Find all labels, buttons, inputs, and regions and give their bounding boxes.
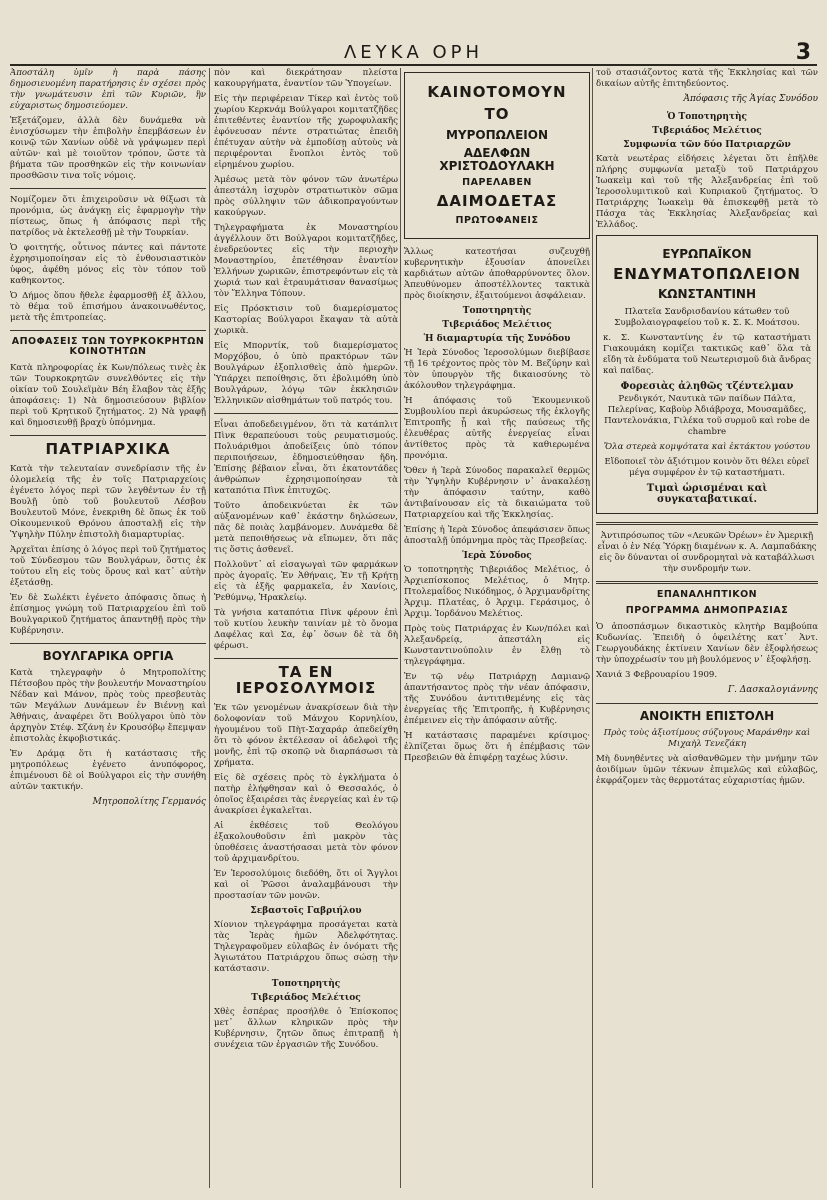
- ad-word: ΤΟ: [484, 104, 510, 123]
- article-paragraph: Νομίζομεν ὅτι ἐπιχειροῦσιν νὰ θίξωσι τὰ προνόμια, ὡς ἀνάγκῃ εἰς ἐφαρμογὴν τὴν πίστεως, ὅπως ἡ ἀπόφασις περὶ τῆς πατρίδος νὰ ἐκτελεσθῇ μὲ τὴν Τουρκίαν.: [10, 195, 206, 238]
- article-paragraph: Εἰς Πρόσκτισιν τοῦ διαμερίσματος Καστορίας Βούλγαροι ἔκαψαν τὰ αὐτὰ χωρικὰ.: [214, 304, 398, 336]
- article-paragraph: Ἐκ τῶν γενομένων ἀνακρίσεων διὰ τὴν δολοφονίαν τοῦ Μάνχου Κορνηλίου, ἡγουμένου τοῦ Πὴτ-Σαχαράρ ἀπεδείχθη ὅτι τὸ φόνον ἐκτέλεσαν οἱ ἀδελφοὶ τῆς μονῆς, ἐπὶ τῷ σκοπῷ νὰ διαρπάσωσι τὰ χρήματα.: [214, 702, 398, 768]
- notice-heading: ΕΠΑΝΑΛΗΠΤΙΚΟΝ: [656, 588, 758, 600]
- signature: Μητροπολίτης Γερμανός: [92, 797, 206, 808]
- newspaper-title: ΛΕΥΚΑ ΟΡΗ: [343, 42, 484, 63]
- article-paragraph: Τοῦτο ἀποδεικνύεται ἐκ τῶν αὐξανομένων καθ᾽ ἑκάστην δηλώσεων, πᾶς δὲ ποιὰς λαμβάνομεν. Δυνάμεθα δὲ μετὰ πεποιθήσεως νὰ εἴπωμεν, ὅτι πᾶς τις ὅστις ἀσθενεῖ.: [214, 501, 398, 555]
- article-paragraph: Ἐν Ἱεροσολύμοις διεδόθη, ὅτι οἱ Ἄγγλοι καὶ οἱ Ῥῶσοι ἀναλαμβάνουσι τὴν προστασίαν τῶν μονῶν.: [214, 868, 398, 901]
- article-paragraph: Ἐν τῷ νέῳ Πατριάρχῃ Δαμιανῷ ἀπαντήσαντος πρὸς τὴν νέαν ἀπόφασιν, τῆς Συνόδου ἀντιτιθεμένης εἰς τὰς ἐνεργείας τῆς Ἐπιτροπῆς, ἡ Κυβέρνησις ἐπέμεινεν εἰς τὴν ἀπόφασιν αὐτῆς.: [404, 671, 590, 726]
- ad-headline: ΕΝΔΥΜΑΤΟΠΩΛΕΙΟΝ: [613, 264, 801, 283]
- article-paragraph: Εἰς τὴν περιφέρειαν Τίκερ καὶ ἐντὸς τοῦ χωρίου Κερκνάμ Βούλγαροι κομιτατζῆδες ἐπιτεθέντες ἐναντίον τῆς χωροφυλακῆς ἐφόνευσαν πέντε στρατιώτας ἐπειδὴ ἐπέτυχαν αὐτὴν νὰ ἐμποδίσῃ αὐτοὺς νὰ περιφέρονται ἔνοπλοι ἐντὸς τοῦ εἰρημένου χωρίου.: [214, 94, 398, 170]
- article-paragraph: Ἐν Δράμᾳ ὅτι ἡ κατάστασις τῆς μητροπόλεως ἐγένετο ἀνυπόφορος, ἐπιμένουσι δὲ οἱ Βούλγαροι εἰς τὴν συνήθη αὐτῶν τακτικήν.: [10, 749, 206, 793]
- article-paragraph: Ἡ ἀπόφασις τοῦ Ἐκουμενικοῦ Συμβουλίου περὶ ἀκυρώσεως τῆς ἐκλογῆς Ἐπιτροπῆς ᾗ καὶ τῆς παύσεως τῆς ἐλευθέρας αὐτῆς ἐνεργείας εἶναι ἀντίθετος πρὸς τὰ καθιερωμένα προνόμια.: [404, 395, 590, 461]
- article-paragraph: Πρὸς τοὺς Πατριάρχας ἐν Κων/πόλει καὶ Ἀλεξανδρείᾳ, ἀπεστάλη εἰς Κωνσταντινούπολιν ἐν ἔλθῃ τὸ τηλεγράφημα.: [404, 623, 590, 667]
- ad-word: ΜΥΡΟΠΩΛΕΙΟΝ: [445, 127, 549, 142]
- article-paragraph: Ἀμέσως μετὰ τὸν φόνον τῶν ἀνωτέρω ἀπεστάλη ἰσχυρὸν στρατιωτικὸν σῶμα πρὸς σύλληψιν τῶν ἀδικοπραγούντων κακούργων.: [214, 175, 398, 218]
- heading-patriarchal: ΠΑΤΡΙΑΡΧΙΚΑ: [45, 439, 171, 458]
- ad-headline: ΚΑΙΝΟΤΟΜΟΥΝ: [427, 83, 567, 101]
- ad-closing: Εἴδοποιεῖ τὸν ἀξιότιμον κοινὸν ὅτι θέλει εὑρεῖ μέγα συμφέρον ἐν τῷ καταστήματι.: [604, 456, 810, 478]
- subheading: Συμφωνία τῶν δύο Πατριαρχῶν: [623, 140, 791, 150]
- subheading: Τιβεριάδος Μελέτιος: [652, 126, 762, 136]
- column-1: [10, 68, 206, 1188]
- signature: Γ. Δασκαλογιάννης: [727, 684, 818, 695]
- notice-date: Χανιά 3 Φεβρουαρίου 1909.: [596, 669, 718, 680]
- open-letter-heading: ΑΝΟΙΚΤΗ ΕΠΙΣΤΟΛΗ: [639, 708, 775, 723]
- article-paragraph: Ἄλλως κατεστήσαι συζευχθῇ κυβερνητικὴν ἐξουσίαν ἀπονείλει καρδιάτων αὐτῶν ἀποθαρρύνοντες ὅλον. Ἀπευθύνομεν ἀποστέλλοντες τακτικὰ πρὸς διοίκησιν, ἐξαιτούμενοι ἀσφάλειαν.: [404, 246, 590, 301]
- ad-word: ΕΥΡΩΠΑΪΚΟΝ: [662, 247, 752, 261]
- subheading: Τοποτηρητὴς: [271, 978, 341, 989]
- column-2: [214, 68, 398, 1188]
- article-paragraph: Ἐν δὲ Σωλέκτι ἐγένετο ἀπόφασις ὅπως ἡ ἐπίσημος γνώμη τοῦ Πατριαρχείου ἐπὶ τοῦ Βουλγαρικοῦ ζητήματος ἀπαντηθῇ πρὸς τὴν Κυβέρνησιν.: [10, 592, 206, 636]
- signature: Ἀπόφασις τῆς Ἁγίας Συνόδου: [683, 94, 818, 104]
- article-paragraph: Αἱ ἐκθέσεις τοῦ Θεολόγου ἐξακολουθοῦσιν ἐπὶ μακρὸν τὰς ὑποθέσεις ἀναστήσασαι μετὰ τὸν φόνον τοῦ ἀρχιμανδρίτου.: [214, 820, 398, 864]
- article-paragraph: πὸν καὶ διεκράτησαν πλείστα κακουργήματα, ἐναντίον τῶν Ὑπογείων.: [214, 68, 398, 89]
- subheading: Τοποτηρητὴς: [462, 305, 532, 316]
- article-paragraph: Κατὰ τὴν τελευταίαν συνεδρίασιν τῆς ἐν ὁλομελείᾳ τῆς ἐν τοῖς Πατριαρχείοις ἐγένετο λόγος περὶ τῶν λεγθέντων ἐν τῇ Βουλῇ ὑπὸ τοῦ βουλευτοῦ Λέσβου Βουλευτοῦ Μόνε, ἐνεκριθη δὲ ὅπως ἐκ τοῦ Οἰκουμενικοῦ Θρόνου ἀποσταλῇ εἰς τὴν Ὑψηλὴν Πύλην ἐπιστολὴ διαμαρτυρίας.: [10, 463, 206, 540]
- column-rule: [209, 68, 210, 1188]
- article-paragraph: τοῦ στασιάζοντος κατὰ τῆς Ἐκκλησίας καὶ τῶν δικαίων αὐτῆς ἐπιτηδεύοντος.: [596, 68, 818, 89]
- article-paragraph: Πολλοῦντ᾽ αἱ εἰσαγωγαὶ τῶν φαρμάκων πρὸς ἀγοραῖς. Ἐν Ἀθήναις, Ἐν τῇ Κρήτῃ εἰς τὰ ἑξῆς φαρμακεῖα, ἐν Χανίοις, Ῥεθύμνῳ, Ἡρακλείῳ.: [214, 560, 398, 603]
- article-paragraph: Ὁ φοιτητής, οὗτινος πάντες καὶ πάντοτε ἐχρησιμοποίησαν εἰς τὸ ἐνθουσιαστικὸν ὑφος, ἀφέθη μόνος εἰς τὸν τόπον τοῦ καθηκοντος.: [10, 243, 206, 286]
- heading-decisions: ΑΠΟΦΑΣΕΙΣ ΤΩΝ ΤΟΥΡΚΟΚΡΗΤΩΝ ΚΟΙΝΟΤΗΤΩΝ: [11, 336, 205, 357]
- column-rule: [592, 68, 593, 1188]
- subheading: Τιβεριάδος Μελέτιος: [442, 319, 552, 330]
- article-paragraph: Ἀρχεῖται ἐπίσης ὁ λόγος περὶ τοῦ ζητήματος τοῦ Σύνδεσμου τῶν Βουλγάρων, ὅστις ἐκ τούτου εἴη εἰς τοὺς ὅρους καὶ κατ᾽ αὐτὴν ἐξετάσθῃ.: [10, 544, 206, 588]
- subheading: Ὁ Τοποτηρητὴς: [666, 112, 748, 122]
- notice-body: Ὁ ἀποσπάσμων δικαστικὸς κλητὴρ Βαμβούπα Κυδωνίας. Ἐπειδὴ ὁ ὀφειλέτης κατ᾽ Ἀντ. Γεωργουδάκης ἐκτίνειν Χανίων δὲν ἐξοφλήσεως τὴν ὑποχρέωσίν του μὴ βουλόμενος ν᾽ ἐξοφλήσῃ.: [596, 621, 818, 665]
- article-paragraph: Κατὰ πληροφορίας ἐκ Κων/πόλεως τινὲς ἐκ τῶν Τουρκοκρητῶν συνελθόντες εἰς τὴν οἰκίαν τοῦ Σουλεϊμὰν Βέη ἔλαβον τὰς ἑξῆς ἀποφάσεις: 1) Νὰ δημοσιεύσουν βιβλίον περὶ τοῦ Κρητικοῦ ζητήματος. 2) Νὰ γραφῇ καὶ δημοσιευθῇ βραχὺ ὑπόμνημα.: [10, 362, 206, 428]
- ad-owner: ΚΩΝΣΤΑΝΤΙΝΗ: [658, 287, 756, 302]
- article-paragraph: Χίονιον τηλεγράφημα προσάγεται κατὰ τὰς Ἱερὰς ἡμῶν Ἀδελφότητας. Τηλεγραφοῦμεν εὐλαβῶς ἐν ὀνόματι τῆς Ἁγιωτάτου Πατριάρχου ὅπως σώσῃ τὴν κατάστασιν.: [214, 919, 398, 974]
- notice-paragraph: Ἀντιπρόσωπος τῶν «Λευκῶν Ὀρέων» ἐν Ἀμερικῇ εἶναι ὁ ἐν Νέᾳ Ὑόρκῃ διαμένων κ. Α. Λαμπαδάκης εἰς ὃν δύνανται οἱ συνδρομηταὶ νὰ καταβάλλωσι τὴν συνδρομήν των.: [597, 530, 817, 574]
- subheading: Ἱερὰ Σύνοδος: [462, 550, 532, 561]
- heading-jerusalem: ΤΑ ΕΝ ΙΕΡΟΣΟΛΥΜΟΙΣ: [235, 663, 377, 697]
- ad-prices: Τιμαὶ ὡρισμέναι καὶ συγκαταβατικαί.: [646, 482, 768, 505]
- ad-tag: ΠΡΩΤΟΦΑΝΕΙΣ: [455, 215, 539, 226]
- ad-word: ΠΑΡΕΛΑΒΕΝ: [462, 177, 532, 189]
- masthead: [10, 40, 817, 66]
- ad-product: ΔΑΙΜΟΔΕΤΑΣ: [436, 192, 558, 211]
- ad-gloves: Ὅλα στερεὰ κομψότατα καὶ ἐκτάκτου γούστου: [603, 441, 811, 452]
- clothing-advertisement: [596, 235, 818, 514]
- ad-goods: Ρενδιγκότ, Ναυτικὰ τῶν παίδων Πάλτα, Πελερίνας, Καβοὺρ Ἀδιάβροχα, Μουσαμᾶδες, Παντελονάκια, Γιλέκα τοῦ συρμοῦ καὶ robe de chambre: [604, 393, 810, 437]
- article-paragraph: Ὁ τοποτηρητὴς Τιβεριάδος Μελέτιος, ὁ Ἀρχιεπίσκοπος Μελέτιος, ὁ Μητρ. Πτολεμαΐδος Νικόδημος, ὁ Ἀρχιμανδρίτης Ἀρχιμ. Πλατέας, ὁ Ἀρχιμ. Γεράσιμος, ὁ Ἀρχιμ. Ἰορδάνου Μελέτιος.: [404, 564, 590, 619]
- ad-suits: Φορεσιὰς ἀληθῶς τζέντελμαν: [620, 380, 794, 392]
- heading-bulgarian: ΒΟΥΛΓΑΡΙΚΑ ΟΡΓΙΑ: [42, 648, 174, 663]
- article-paragraph: Ἡ κατάστασις παραμένει κρίσιμος· ἐλπίζεται ὅμως ὅτι ἡ ἐπέμβασις τῶν Πρεσβειῶν θὰ ἐπιφέρῃ ταχέως λύσιν.: [404, 730, 590, 763]
- article-paragraph: Ἐξετάζομεν, ἀλλὰ δὲν δυνάμεθα νὰ ἐνισχύσωμεν τὴν ἐπιβολὴν ἐπεμβάσεων ἐν κοινῷ τῶν Χανίων οὐδὲ νὰ γράψωμεν περὶ αὐτῶν· καὶ μὲ τοιοῦτον τρόπον, ὥστε τὰ βήματα τῶν προσθηκῶν εἰς τὴν κοινωνίαν προσθῶσιν τινα τοῖς νόμοις.: [10, 116, 206, 181]
- subheading: Σεβαστοῖς Γαβριήλου: [250, 905, 362, 916]
- notice-subheading: ΠΡΟΓΡΑΜΜΑ ΔΗΜΟΠΡΑΣΙΑΣ: [625, 604, 789, 616]
- article-paragraph: Ὅθεν ἡ Ἱερὰ Σύνοδος παρακαλεῖ θερμῶς τὴν Ὑψηλὴν Κυβέρνησιν ν᾽ ἀνακαλέσῃ τὴν ἀπόφασιν ταύτην, καθὸ ἀντιβαίνουσαν εἰς τὰ δικαιώματα τοῦ Πατριαρχείου καὶ τῆς Ἐκκλησίας.: [404, 465, 590, 520]
- ad-word: ΑΔΕΛΦΩΝ ΧΡΙΣΤΟΔΟΥΛΑΚΗ: [439, 146, 555, 173]
- article-paragraph: Χθὲς ἐσπέρας προσήλθε ὁ Ἐπίσκοπος μετ᾽ ἄλλων κληρικῶν πρὸς τὴν Κυβέρνησιν, ζητῶν ὅπως ἐπιτραπῇ ἡ συνέχεια τῶν ἐργασιῶν τῆς Συνόδου.: [214, 1006, 398, 1050]
- article-paragraph: Εἶναι ἀποδεδειγμένον, ὅτι τὰ κατάπλιτ Πὶνκ θεραπεύουσι τοὺς ρευματισμούς. Πολυάριθμοι ἀποδείξεις ὑπὸ τόπον περιποιήσεων, ἐδημοσιεύθησαν ἤδη. Ἐπίσης βέβαιον εἶναι, ὅτι ἑκατοντάδες ἀνθρώπων ἐχρησιμοποίησαν τὰ καταπότια Πὶνκ ἐπιτυχῶς.: [214, 420, 398, 496]
- article-paragraph: Εἰς δὲ σχέσεις πρὸς τὸ ἐγκλήματα ὁ πατὴρ ἐλήφθησαν καὶ ὁ Θεσσαλός, ὁ ὁποῖος ἐξαιρέσει τὰς ἐνεργείας καὶ ἐν τῷ ἀνακρίσει ἐγκαλεῖται.: [214, 772, 398, 816]
- column-rule: [400, 68, 401, 1188]
- article-paragraph: Ἐπίσης ἡ Ἱερὰ Σύνοδος ἀπεφάσισεν ὅπως ἀποσταλῇ ὑπόμνημα πρὸς τὰς Πρεσβείας.: [404, 524, 590, 546]
- ad-address: Πλατεῖα Σανδρισδανίου κάτωθεν τοῦ Συμβολαιογραφείου τοῦ κ. Σ. Κ. Μοάτσου.: [614, 306, 800, 328]
- page-number: 3: [795, 40, 811, 65]
- article-paragraph: Τηλεγραφήματα ἐκ Μοναστηρίου ἀγγέλλουν ὅτι Βούλγαροι κομιτατζῆδες, ἐνεδρεύοντες εἰς τὴν περιοχὴν Μοναστηρίου, ἐπετέθησαν ἐναντίον Ἑλλήνων χωρικῶν, ἐπιστρεφόντων εἰς τὰ χωριά των καὶ ἐτραυμάτισαν θανασίμως τὸν Ἕλληνα Τόπουν.: [214, 223, 398, 299]
- article-paragraph: Εἰς Μπορντίκ, τοῦ διαμερίσματος Μορχόβου, ὁ ὑπὸ πρακτόρων τῶν Βουλγάρων ἐξοπλισθεὶς ἀπὸ ἡμερῶν. Ὑπάρχει πεποίθησις, ὅτι ἐβολιμόθη ὑπὸ Βουλγάρων, λόγῳ τῶν ἐκκλησιῶν Ἑλληνικῶν αἰσθημάτων τοῦ πατρός του.: [214, 341, 398, 406]
- open-letter-recipients: Πρὸς τοὺς ἀξιοτίμους σύζυγους Μαράνθην καὶ Μιχαὴλ Τενεζάκη: [603, 728, 811, 750]
- article-paragraph: Τὰ γνήσια καταπότια Πὶνκ φέρουν ἐπὶ τοῦ κυτίου λευκὴν ταινίαν μὲ τὸ ὄνομα Δαφέλας καὶ Σα, ἐφ᾽ ὅσων δὲ τὰ δὴ φέρωσι.: [214, 608, 398, 651]
- article-paragraph: Κατὰ τηλεγραφὴν ὁ Μητροπολίτης Πέτσοβου πρὸς τὴν βουλευτήν Μοναστηρίου Νέδαν καὶ Μάνον, πρὸς τοὺς πρεσβευτὰς τῶν Μεγάλων Δυνάμεων ἐν Βιέννῃ καὶ Ἀθήναις, ἀναφέρει ὅτι Βούλγαροι ὑπὸ τὸν ἀρχηγὸν Στέφ. Σζάνη ἐν Κρουσόβῳ ἔπεμψαν ἐπιστολὰς ἐκφοβιστικάς.: [10, 668, 206, 745]
- perfumery-advertisement: [404, 72, 590, 239]
- article-paragraph: Ἡ Ἱερὰ Σύνοδος Ἱεροσολύμων διεβίβασε τῇ 16 τρέχοντος πρὸς τὸν Μ. Βεζύρην καὶ τὸν ὑπουργὸν τῆς δικαιοσύνης τὸ ἀκόλουθον τηλεγράφημα.: [404, 347, 590, 391]
- article-paragraph: Ὁ Δήμος ὅπου ἤθελε ἐφαρμοσθῇ ἐξ ἄλλου, τὸ θέμα τοῦ ἐπισήμου ἀνακοινωθέντος, μετὰ τῆς ἐπιτροπείας.: [10, 291, 206, 323]
- subheading: Τιβεριάδος Μελέτιος: [251, 992, 361, 1003]
- article-paragraph: Κατὰ νεωτέρας εἰδήσεις λέγεται ὅτι ἐπῆλθε πλήρης συμφωνία μεταξὺ τοῦ Πατριάρχου Ἰωακεὶμ καὶ τοῦ τῆς Ἀλεξανδρείας ἐπὶ τοῦ Ἱεροσολυμιτικοῦ καὶ Κυπριακοῦ ζητήματος. Ὁ Πατριάρχης Ἰωακεὶμ θὰ ἐπισκεφθῇ μετὰ τὸ Πάσχα τὰς Ἐκκλησίας Ἀλεξανδρείας καὶ Ἑλλάδος.: [596, 154, 818, 230]
- ad-text: κ. Σ. Κωνσταντίνης ἐν τῷ καταστήματι Γιακουμάκη κομίζει τακτικῶς καθ᾽ ὅλα τὰ εἴδη τὰ ἐνδύματα τοῦ Νεωτερισμοῦ διὰ ἄνδρας καὶ παῖδας.: [603, 332, 811, 376]
- column-3: [404, 68, 590, 1188]
- subheading: Ἡ διαμαρτυρία τῆς Συνόδου: [423, 333, 571, 344]
- quote-paragraph: Ἀποστάλη ὑμῖν ἡ παρὰ πάσης δημοσιευομένη παρατήρησις ἐν σχέσει πρὸς τὴν γνωμάτευσιν ἐπὶ τῶν Κυριῶν, ἣν εὐχαριστως δημοσιεύομεν.: [10, 68, 206, 111]
- open-letter-body: Μὴ δυνηθέντες νὰ αἰσθανθῶμεν τὴν μνήμην τῶν ἀοιδίμων ὑμῶν τέκνων ἐπιμελῶς καὶ εὐλαβῶς, ἐκφράζομεν τὰς θερμοτάτας εὐχαριστίας ἡμῶν.: [596, 754, 818, 787]
- column-4: [596, 68, 818, 1188]
